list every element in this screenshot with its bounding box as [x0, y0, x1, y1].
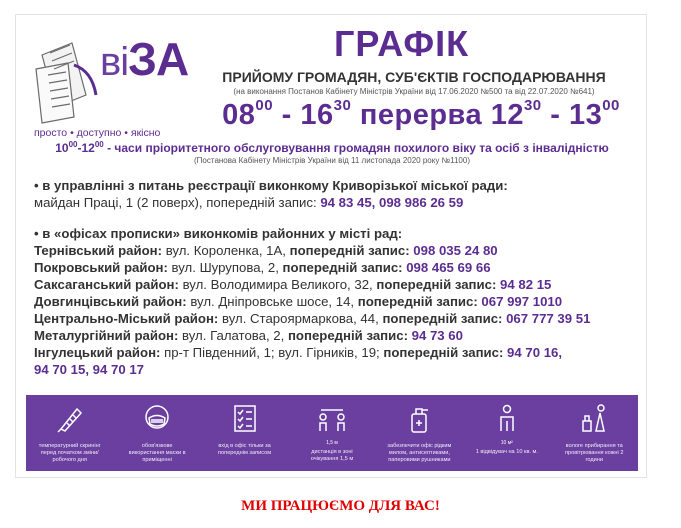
start-min: 00: [255, 97, 274, 114]
checklist-icon: [228, 395, 262, 440]
district-name: Інгулецький район:: [34, 345, 161, 360]
rule-label: температурний скринінг перед початком зміни/робочого дня: [38, 443, 101, 463]
district-address: вул. Староярмаркова, 44,: [218, 311, 383, 326]
district-address: вул. Галатова, 2,: [178, 328, 288, 343]
district-phones: 94 82 15: [496, 277, 552, 292]
district-address: вул. Володимира Великого, 32,: [178, 277, 377, 292]
mask-icon: [140, 395, 174, 440]
rule-label: дистанція в зоні очікування 1,5 м: [310, 449, 354, 462]
rule-item: [474, 395, 540, 456]
rule-item: [124, 395, 190, 464]
district-row: [34, 344, 639, 361]
priority-from-min: 00: [68, 140, 78, 149]
district-address: вул. Дніпровське шосе, 14,: [186, 294, 358, 309]
district-rows: [34, 242, 639, 361]
cleaning-icon: [577, 395, 611, 440]
viza-logo: [30, 29, 200, 144]
district-record-label: попередній запис:: [282, 260, 403, 275]
district-row: [34, 310, 639, 327]
district-record-label: попередній запис:: [357, 294, 478, 309]
rule-extra: 10 м²: [500, 440, 513, 446]
district-name: Довгинцівський район:: [34, 294, 187, 309]
page-title: ГРАФІК: [334, 23, 470, 64]
priority-hours: $10^{00}-12^{00}$ - часи пріоритетного обслуговування громадян похилого віку та осіб з інвалідністю: [55, 140, 609, 155]
priority-text: - часи пріоритетного обслуговування громадян похилого віку та осіб з інвалідністю: [103, 141, 609, 155]
rule-item: [299, 395, 365, 463]
rule-label: вхід в офіс тільки за попереднім записом: [218, 443, 272, 456]
break-start-hour: 12: [490, 99, 524, 131]
district-name: Покровський район:: [34, 260, 168, 275]
rule-item: [212, 395, 278, 457]
papers-icon: [34, 35, 104, 125]
rule-label: обов'язкове використання маски в приміщенні: [128, 443, 186, 463]
break-start-min: 30: [523, 97, 542, 114]
rule-extra: 1,5 м: [326, 440, 338, 446]
district-phones: 94 73 60: [407, 328, 463, 343]
rule-label: 1 відвідувач на 10 кв. м.: [475, 449, 538, 455]
offices-list: [34, 177, 639, 378]
logo-prefix: ві: [100, 40, 129, 84]
district-row: [34, 293, 639, 310]
district-row: [34, 259, 639, 276]
logo-brand: ЗА: [128, 33, 189, 85]
district-address: вул. Шурупова, 2,: [167, 260, 283, 275]
visitor-icon: [490, 395, 524, 440]
rule-item: [561, 395, 627, 464]
district-phones: 098 035 24 80: [409, 243, 498, 258]
district-record-label: попередній запис:: [289, 243, 410, 258]
decree-note: (на виконання Постанов Кабінету Міністрів України від 17.06.2020 №500 та від 22.07.2020 №641): [233, 87, 595, 96]
end-min: 30: [333, 97, 352, 114]
district-heading: • в «офісах прописки» виконкомів районних у місті рад:: [34, 226, 403, 241]
logo-wordmark: [100, 31, 188, 90]
working-hours: $08^{00} - 16^{30}$ перерва $12^{30} - 13^{00}$: [222, 97, 620, 131]
priority-to-hour: 12: [81, 141, 95, 155]
district-phones: 067 997 1010: [477, 294, 563, 309]
sanitizer-icon: [402, 395, 436, 440]
district-address: пр-т Південний, 1; вул. Гірників, 19;: [160, 345, 384, 360]
end-hour: 16: [300, 99, 334, 131]
district-record-label: попередній запис:: [382, 311, 503, 326]
rule-item: [386, 395, 452, 464]
break-end-min: 00: [602, 97, 620, 114]
district-address: вул. Короленка, 1А,: [162, 243, 290, 258]
district-record-label: попередній запис:: [383, 345, 504, 360]
page-subtitle: ПРИЙОМУ ГРОМАДЯН, СУБ'ЄКТІВ ГОСПОДАРЮВАННЯ: [222, 69, 606, 85]
rule-label: забезпечити офіс рідким милом, антисептиками, паперовими рушниками: [387, 443, 452, 463]
district-name: Металургійний район:: [34, 328, 179, 343]
main-office-address: [34, 194, 639, 211]
district-row: [34, 242, 639, 259]
start-hour: 08: [222, 99, 256, 131]
district-record-label: попередній запис:: [376, 277, 497, 292]
main-office-phones: 94 83 45, 098 986 26 59: [320, 195, 464, 210]
priority-decree: (Постанова Кабінету Міністрів України від 11 листопада 2020 року №1100): [194, 156, 470, 165]
district-name: Центрально-Міський район:: [34, 311, 219, 326]
district-phones: 098 465 69 66: [402, 260, 491, 275]
district-phones: 067 777 39 51: [502, 311, 591, 326]
district-name: Саксаганський район:: [34, 277, 179, 292]
footer-slogan: МИ ПРАЦЮЄМО ДЛЯ ВАС!: [241, 498, 440, 514]
logo-tagline: просто • доступно • якісно: [34, 127, 161, 139]
district-phones: 94 70 16,: [503, 345, 563, 360]
rule-label: вологе прибирання та провітрювання кожні 2 години: [565, 443, 624, 463]
break-label: перерва: [359, 99, 483, 131]
priority-from-hour: 10: [55, 141, 69, 155]
distance-icon: [315, 395, 349, 440]
district-row: [34, 327, 639, 344]
district-name: Тернівський район:: [34, 243, 163, 258]
thermometer-icon: [53, 395, 87, 440]
schedule-poster: [15, 14, 647, 478]
safety-rules-strip: [26, 395, 638, 471]
rule-item: [37, 395, 103, 464]
main-office-address-text: майдан Праці, 1 (2 поверх), попередній запис:: [34, 195, 321, 210]
main-office-heading: • в управлінні з питань реєстрації виконкому Криворізької міської ради:: [34, 178, 508, 193]
priority-to-min: 00: [94, 140, 104, 149]
district-phones-tail: 94 70 15, 94 70 17: [34, 362, 144, 377]
district-record-label: попередній запис:: [287, 328, 408, 343]
district-row: [34, 276, 639, 293]
break-end-hour: 13: [568, 99, 603, 131]
